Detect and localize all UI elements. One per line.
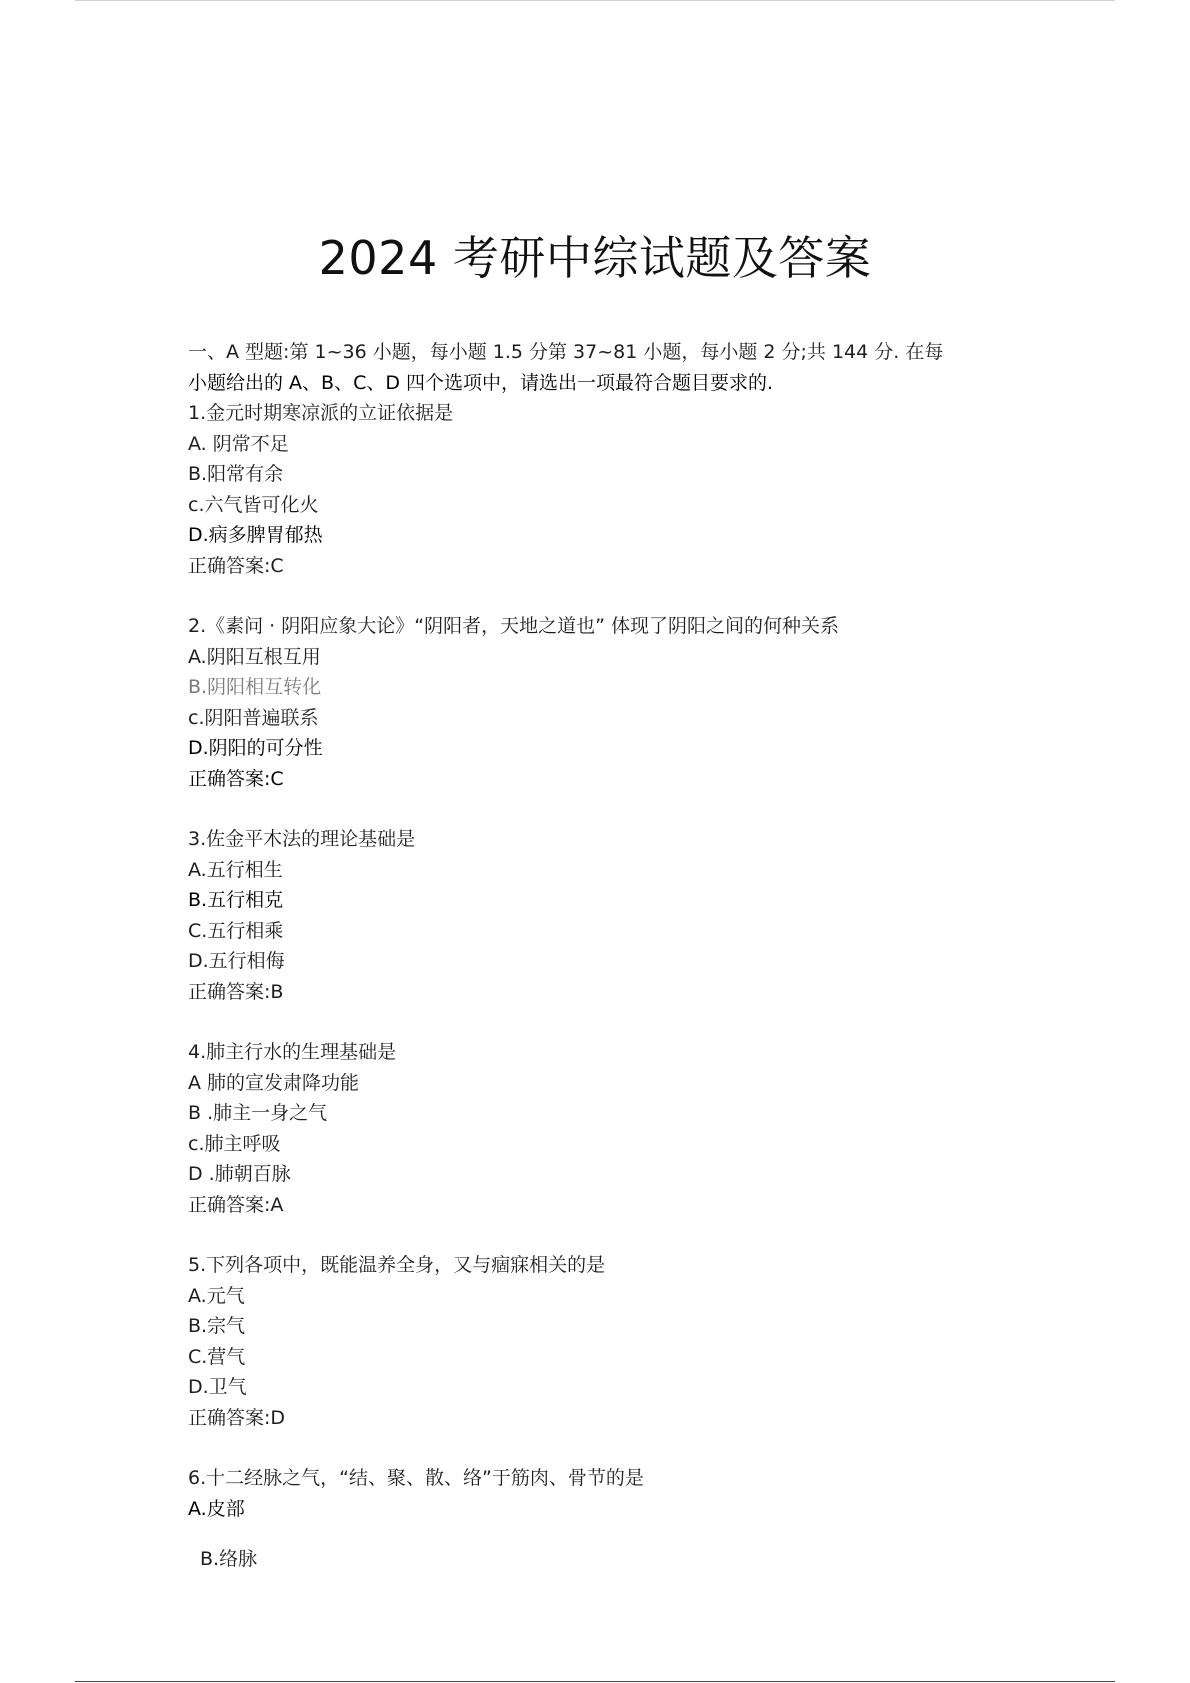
option-d: D.卫气 bbox=[188, 1376, 247, 1398]
option-a: A 肺的宣发肃降功能 bbox=[188, 1071, 360, 1094]
option-b: B.络脉 bbox=[200, 1548, 258, 1570]
option-a: A.元气 bbox=[188, 1284, 245, 1307]
option-b: B.五行相克 bbox=[188, 889, 284, 911]
option-c: c.肺主呼吸 bbox=[188, 1132, 281, 1155]
bottom-rule bbox=[75, 1681, 1115, 1682]
question-5 bbox=[188, 1250, 1008, 1433]
option-c: C.营气 bbox=[188, 1345, 246, 1368]
question-stem: 5.下列各项中，既能温养全身，又与痼寐相关的是 bbox=[188, 1254, 606, 1276]
page-title: 2024 考研中综试题及答案 bbox=[318, 231, 872, 285]
option-c: c.六气皆可化火 bbox=[188, 493, 319, 516]
option-a: A.五行相生 bbox=[188, 858, 283, 881]
question-4 bbox=[188, 1037, 1008, 1220]
option-a: A. 阴常不足 bbox=[188, 432, 289, 455]
option-b: B.阳常有余 bbox=[188, 463, 284, 485]
answer-line: 正确答案:D bbox=[188, 1406, 286, 1429]
option-d: D.病多脾胃郁热 bbox=[188, 524, 323, 546]
question-stem: 1.金元时期寒凉派的立证依据是 bbox=[188, 402, 454, 424]
question-stem: 3.佐金平木法的理论基础是 bbox=[188, 828, 416, 850]
option-b: B .肺主一身之气 bbox=[188, 1102, 328, 1124]
question-1 bbox=[188, 398, 1008, 581]
option-d: D .肺朝百脉 bbox=[188, 1163, 291, 1185]
question-stem: 6.十二经脉之气，“结、聚、散、络”于筋肉、骨节的是 bbox=[188, 1467, 644, 1489]
question-6 bbox=[188, 1463, 1008, 1575]
option-b: B.阴阳相互转化 bbox=[188, 676, 322, 698]
option-d: D.阴阳的可分性 bbox=[188, 737, 323, 759]
answer-line: 正确答案:A bbox=[188, 1193, 284, 1216]
option-a: A.皮部 bbox=[188, 1497, 245, 1520]
option-c: C.五行相乘 bbox=[188, 919, 284, 942]
question-3 bbox=[188, 824, 1008, 1007]
content-body bbox=[188, 337, 1008, 1575]
answer-line: 正确答案:C bbox=[188, 554, 284, 577]
intro-line-1: 一、A 型题:第 1~36 小题，每小题 1.5 分第 37~81 小题，每小题 2 分;共 144 分. 在每 bbox=[188, 341, 944, 363]
question-stem: 4.肺主行水的生理基础是 bbox=[188, 1041, 397, 1063]
answer-line: 正确答案:C bbox=[188, 767, 284, 790]
answer-line: 正确答案:B bbox=[188, 980, 284, 1003]
option-b: B.宗气 bbox=[188, 1315, 246, 1337]
intro-line-2: 小题给出的 A、B、C、D 四个选项中，请选出一项最符合题目要求的. bbox=[188, 371, 774, 394]
option-a: A.阴阳互根互用 bbox=[188, 645, 321, 668]
top-rule bbox=[75, 0, 1115, 1]
option-c: c.阴阳普遍联系 bbox=[188, 706, 319, 729]
question-stem: 2.《素问 · 阴阳应象大论》“阴阳者，天地之道也” 体现了阴阳之间的何种关系 bbox=[188, 615, 839, 637]
option-d: D.五行相侮 bbox=[188, 950, 285, 972]
question-2 bbox=[188, 611, 1008, 794]
